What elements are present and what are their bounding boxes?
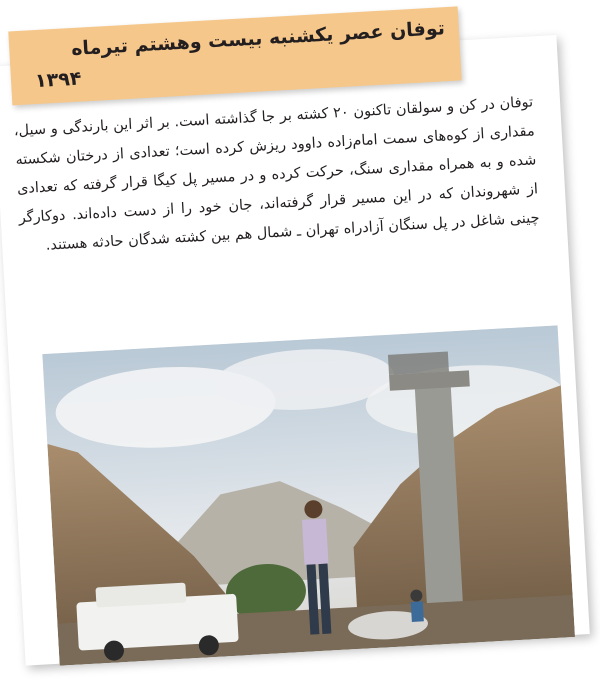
- man-shirt: [302, 519, 328, 565]
- photo-illustration: [42, 325, 575, 665]
- scaffold: [388, 352, 449, 375]
- bridge-construction-photo: [42, 325, 575, 665]
- title-line-1: توفان عصر یکشنبه بیست وهشتم تیرماه: [70, 17, 446, 61]
- title-line-2: ۱۳۹۴: [34, 67, 83, 93]
- body-paragraph: توفان در کن و سولقان تاکنون ۲۰ کشته بر جا گذاشته است. بر اثر این بارندگی و سیل، مقداری از کوه‌های سمت امام‌زاده داوود ریزش کرده است؛ تعدادی از درختان شکسته شده و به همراه مقداری سنگ، حرکت کرده و در مسیر پل کیگا قرار گرفته که تعدادی از شهروندان که در این مسیر قرار گرفته‌اند، جان خود را از دست داده‌اند. دوکارگر چینی شاغل در پل سنگان آزادراه تهران ـ شمال هم بین کشته شدگان حادثه هستند.: [13, 94, 540, 254]
- worker-body: [411, 601, 424, 622]
